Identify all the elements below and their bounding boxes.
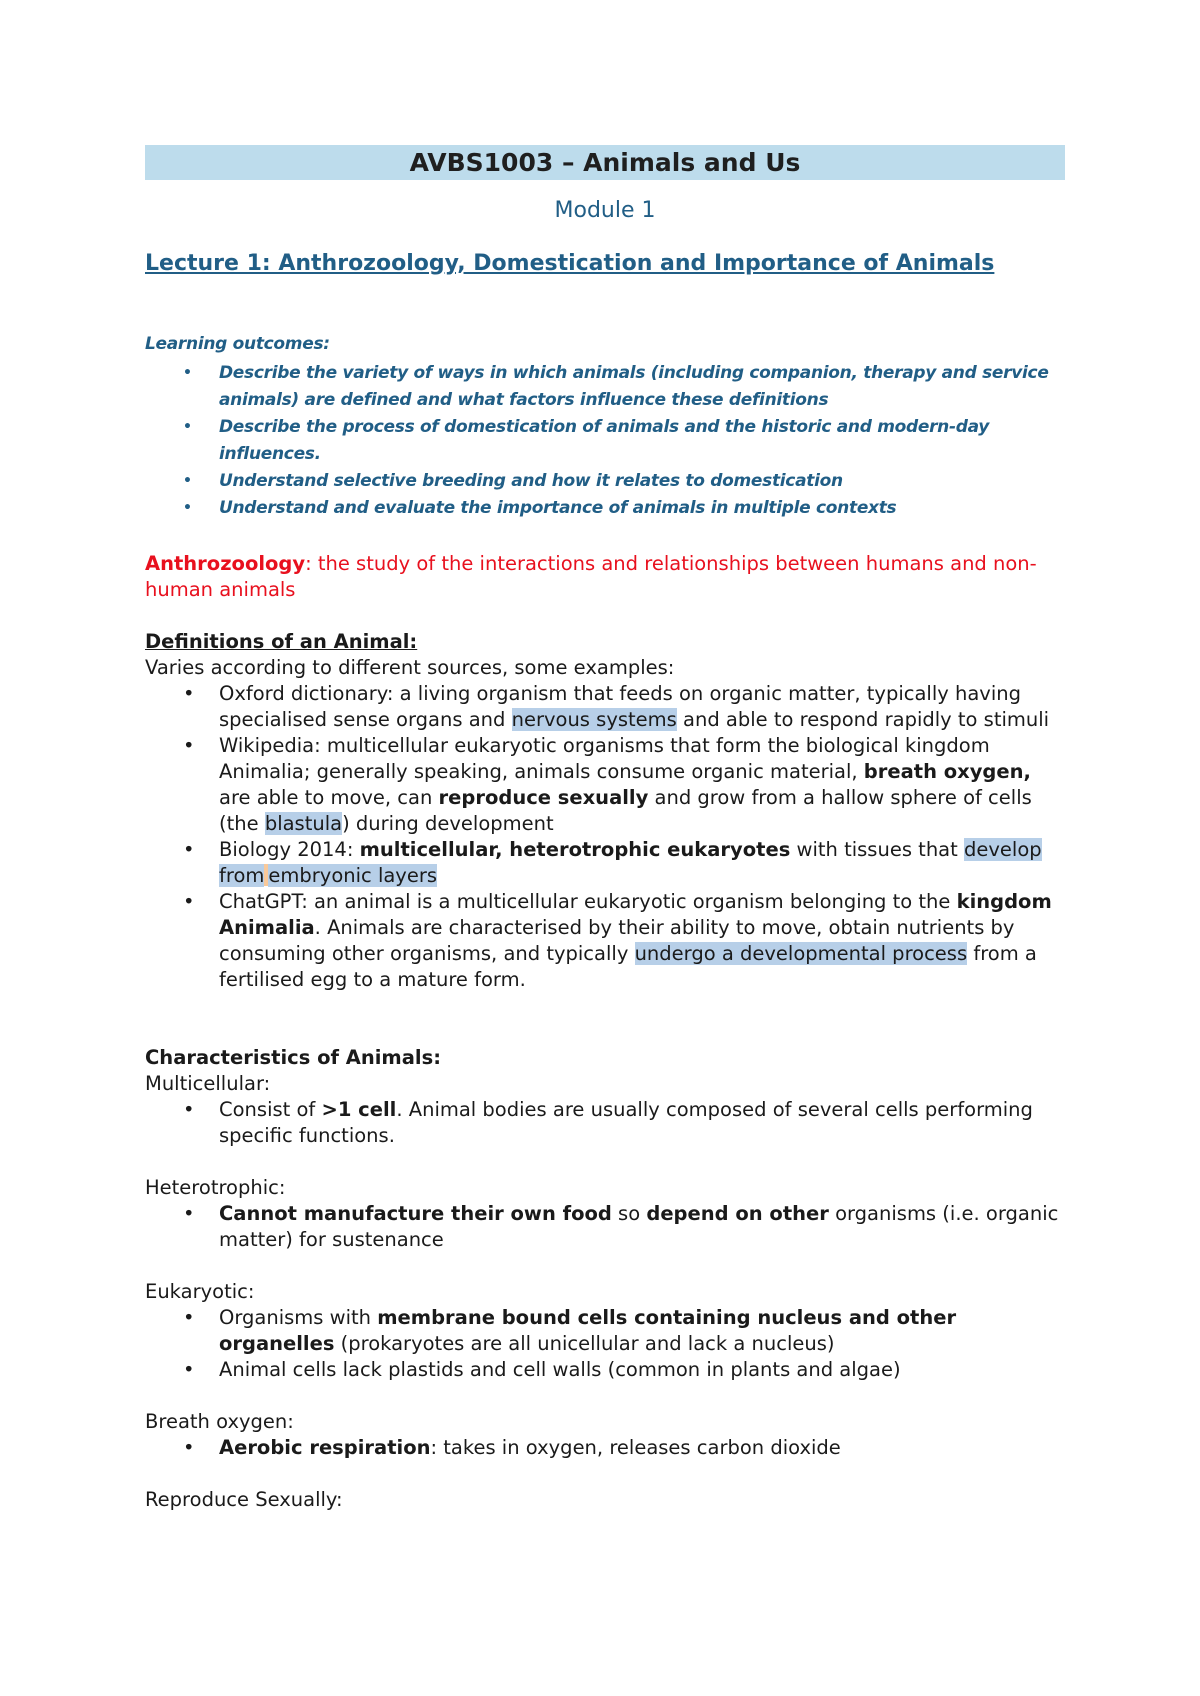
bullet-icon: • xyxy=(183,473,192,489)
list-item: • Oxford dictionary: a living organism that feeds on organic matter, typically having specialised sense organs and nervous systems and able to respond rapidly to stimuli xyxy=(183,682,1050,731)
definitions-heading: Definitions of an Animal: xyxy=(145,630,418,653)
heterotrophic-list xyxy=(145,1201,1065,1253)
reproduce-sexually-label: Reproduce Sexually: xyxy=(145,1488,343,1511)
bullet-icon: • xyxy=(183,734,195,757)
list-item: • Understand selective breeding and how it relates to domestication xyxy=(145,468,1065,495)
bullet-icon: • xyxy=(183,1098,195,1121)
multicellular-label: Multicellular: xyxy=(145,1072,271,1095)
eukaryotic-list xyxy=(145,1305,1065,1383)
bullet-icon: • xyxy=(183,500,192,516)
highlight: develop from xyxy=(219,838,1042,887)
characteristics-section xyxy=(145,1045,1065,1513)
highlight: undergo a developmental process xyxy=(634,942,968,965)
definitions-section xyxy=(145,629,1065,993)
definitions-list xyxy=(145,681,1065,993)
list-item: • Consist of >1 cell. Animal bodies are usually composed of several cells performing specific functions. xyxy=(183,1098,1033,1147)
bullet-icon: • xyxy=(183,838,195,861)
list-item: • ChatGPT: an animal is a multicellular eukaryotic organism belonging to the kingdom Animalia. Animals are characterised by their ability to move, obtain nutrients by consuming other organisms, and typically undergo a developmental process from a fertilised egg to a mature form. xyxy=(183,890,1052,991)
anthrozoology-term: Anthrozoology xyxy=(145,552,306,575)
learning-outcomes-heading: Learning outcomes: xyxy=(145,334,330,354)
list-item: • Cannot manufacture their own food so depend on other organisms (i.e. organic matter) for sustenance xyxy=(183,1202,1059,1251)
list-item: • Describe the variety of ways in which animals (including companion, therapy and service animals) are defined and what factors influence these definitions xyxy=(145,360,1065,414)
characteristics-heading: Characteristics of Animals: xyxy=(145,1046,441,1069)
bullet-icon: • xyxy=(183,890,195,913)
highlight: nervous systems xyxy=(511,708,677,731)
list-item: • Understand and evaluate the importance of animals in multiple contexts xyxy=(145,495,1065,522)
list-item: • Biology 2014: multicellular, heterotrophic eukaryotes with tissues that develop from embryonic layers xyxy=(183,838,1042,887)
bullet-icon: • xyxy=(183,1358,195,1381)
bullet-icon: • xyxy=(183,1202,195,1225)
breath-oxygen-label: Breath oxygen: xyxy=(145,1410,294,1433)
highlight: blastula xyxy=(264,812,343,835)
bullet-icon: • xyxy=(183,1306,195,1329)
bullet-icon: • xyxy=(183,1436,195,1459)
highlight: embryonic layers xyxy=(268,864,438,887)
learning-outcomes-list xyxy=(145,360,1065,522)
bullet-icon: • xyxy=(183,365,192,381)
list-item: • Describe the process of domestication of animals and the historic and modern-day influences. xyxy=(145,414,1065,468)
list-item: • Organisms with membrane bound cells containing nucleus and other organelles (prokaryotes are all unicellular and lack a nucleus) xyxy=(183,1306,957,1355)
list-item: • Wikipedia: multicellular eukaryotic organisms that form the biological kingdom Animalia; generally speaking, animals consume organic material, breath oxygen, are able to move, can reproduce sexually and grow from a hallow sphere of cells (the blastula) during development xyxy=(183,734,1032,835)
list-item: • Aerobic respiration: takes in oxygen, releases carbon dioxide xyxy=(183,1436,841,1459)
multicellular-list xyxy=(145,1097,1065,1149)
eukaryotic-label: Eukaryotic: xyxy=(145,1280,255,1303)
module-label: Module 1 xyxy=(554,198,656,223)
heterotrophic-label: Heterotrophic: xyxy=(145,1176,286,1199)
lecture-title: Lecture 1: Anthrozoology, Domestication and Importance of Animals xyxy=(145,251,995,276)
course-title: AVBS1003 – Animals and Us xyxy=(145,145,1065,180)
breath-oxygen-list xyxy=(145,1435,1065,1461)
definitions-intro: Varies according to different sources, some examples: xyxy=(145,656,675,679)
anthrozoology-definition: Anthrozoology: the study of the interactions and relationships between humans and non-human animals xyxy=(145,552,1037,601)
bullet-icon: • xyxy=(183,419,192,435)
list-item: • Animal cells lack plastids and cell walls (common in plants and algae) xyxy=(183,1358,901,1381)
bullet-icon: • xyxy=(183,682,195,705)
